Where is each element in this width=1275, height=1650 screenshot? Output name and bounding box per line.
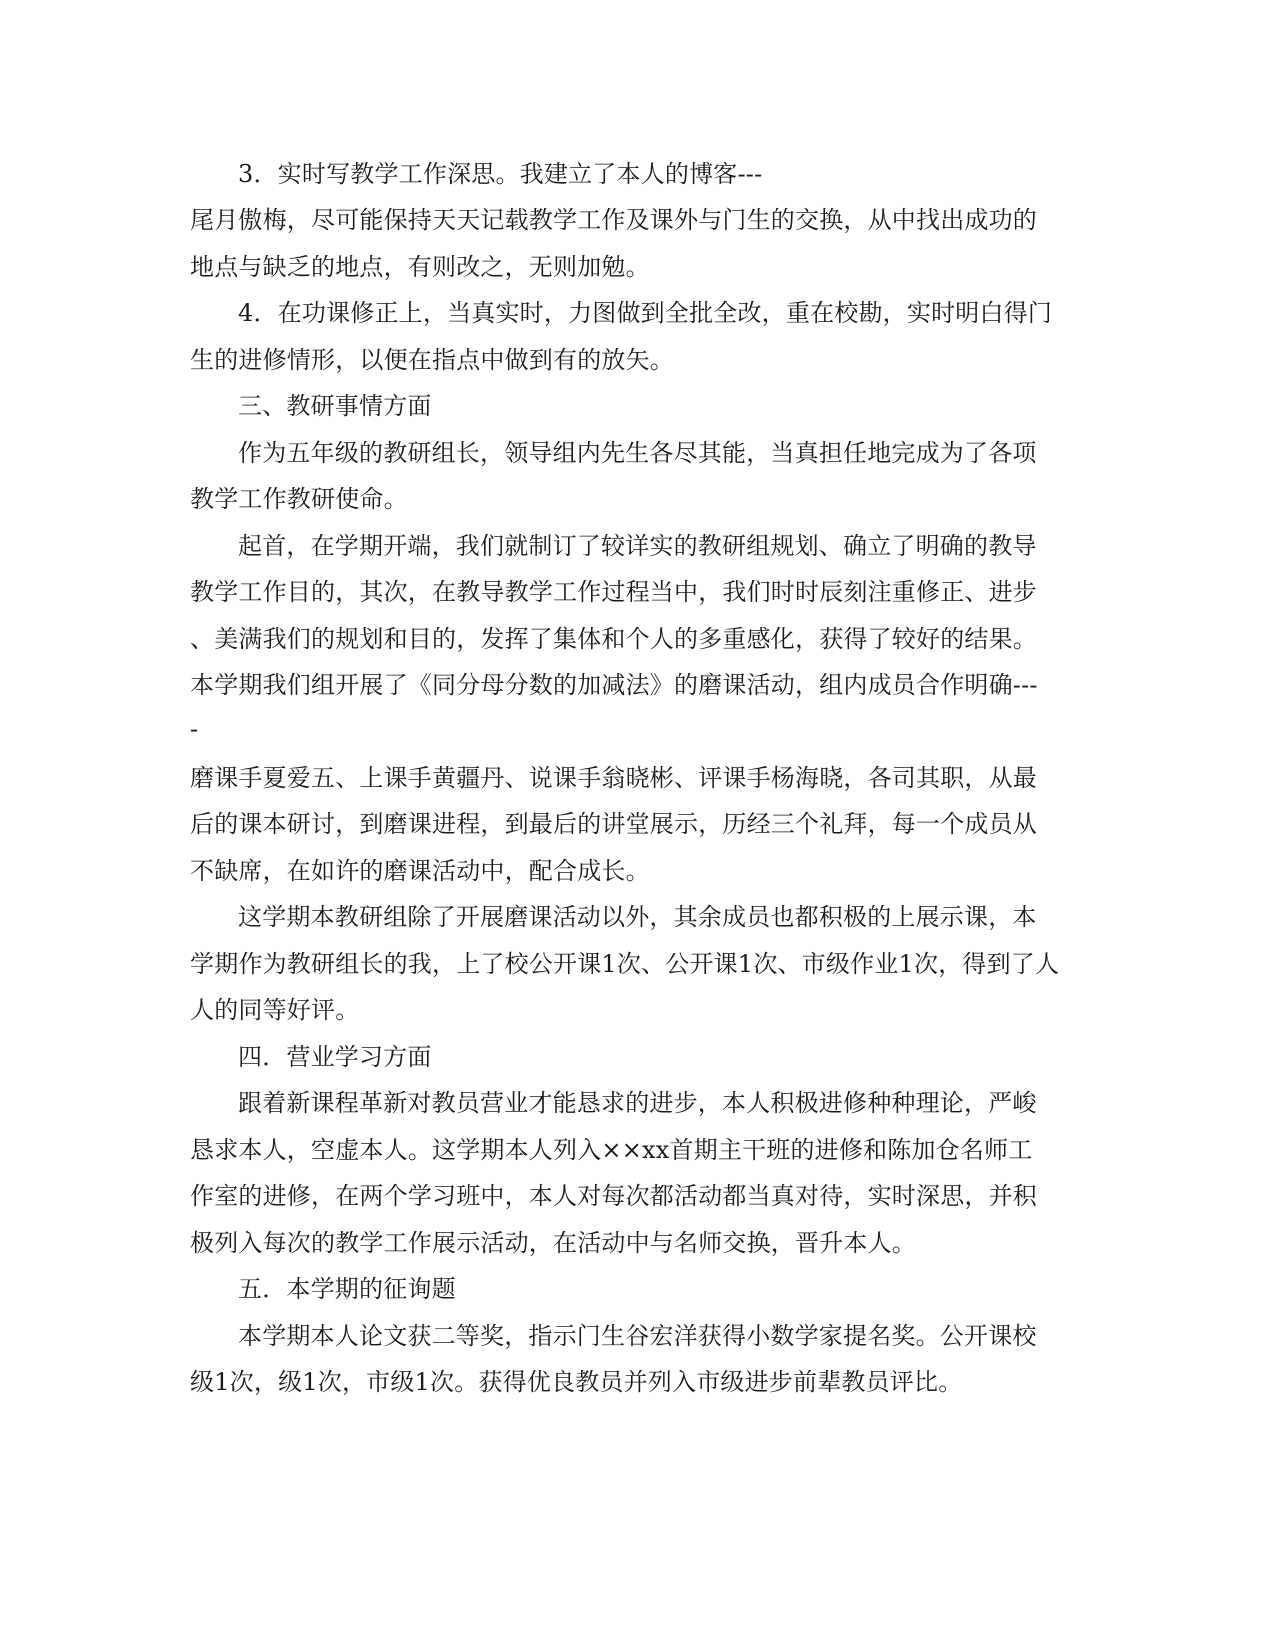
section-heading: 三、教研事情方面 [238,392,432,420]
paragraph-line: 教学工作教研使命。 [190,485,408,513]
section-heading: 四．营业学习方面 [238,1043,432,1071]
paragraph-line: 跟着新课程革新对教员营业才能恳求的进步，本人积极进修种种理论，严峻 [238,1089,1037,1117]
paragraph-line: 教学工作目的，其次，在教导教学工作过程当中，我们时时辰刻注重修正、进步 [190,578,1037,606]
paragraph-line: 4．在功课修正上，当真实时，力图做到全批全改，重在校勘，实时明白得门 [238,299,1053,327]
paragraph-line: 3．实时写教学工作深思。我建立了本人的博客--- [238,160,763,188]
paragraph-line: 起首，在学期开端，我们就制订了较详实的教研组规划、确立了明确的教导 [238,532,1037,560]
paragraph-line: 、美满我们的规划和目的，发挥了集体和个人的多重感化，获得了较好的结果。 [190,625,1037,653]
paragraph-line: 人的同等好评。 [190,996,360,1024]
section-heading: 五．本学期的征询题 [238,1275,456,1303]
paragraph-line: 不缺席，在如许的磨课活动中，配合成长。 [190,857,650,885]
paragraph-line: 本学期本人论文获二等奖，指示门生谷宏洋获得小数学家提名奖。公开课校 [238,1322,1037,1350]
paragraph-line: 学期作为教研组长的我，上了校公开课1次、公开课1次、市级作业1次，得到了人 [190,950,1060,978]
paragraph-line: 本学期我们组开展了《同分母分数的加减法》的磨课活动，组内成员合作明确--- [190,671,1038,699]
paragraph-line: 作为五年级的教研组长，领导组内先生各尽其能，当真担任地完成为了各项 [238,439,1037,467]
paragraph-line: 极列入每次的教学工作展示活动，在活动中与名师交换，晋升本人。 [190,1229,916,1257]
paragraph-line: - [190,715,199,743]
paragraph-line: 磨课手夏爱五、上课手黄疆丹、说课手翁晓彬、评课手杨海晓，各司其职，从最 [190,764,1037,792]
paragraph-line: 生的进修情形，以便在指点中做到有的放矢。 [190,346,674,374]
paragraph-line: 作室的进修，在两个学习班中，本人对每次都活动都当真对待，实时深思，并积 [190,1182,1037,1210]
paragraph-line: 级1次，级1次，市级1次。获得优良教员并列入市级进步前辈教员评比。 [190,1368,963,1396]
paragraph-line: 后的课本研讨，到磨课进程，到最后的讲堂展示，历经三个礼拜，每一个成员从 [190,810,1037,838]
paragraph-line: 这学期本教研组除了开展磨课活动以外，其余成员也都积极的上展示课，本 [238,903,1037,931]
paragraph-line: 地点与缺乏的地点，有则改之，无则加勉。 [190,253,650,281]
paragraph-line: 恳求本人，空虚本人。这学期本人列入××xx首期主干班的进修和陈加仓名师工 [190,1136,1033,1164]
paragraph-line: 尾月傲梅，尽可能保持天天记载教学工作及课外与门生的交换，从中找出成功的 [190,206,1037,234]
